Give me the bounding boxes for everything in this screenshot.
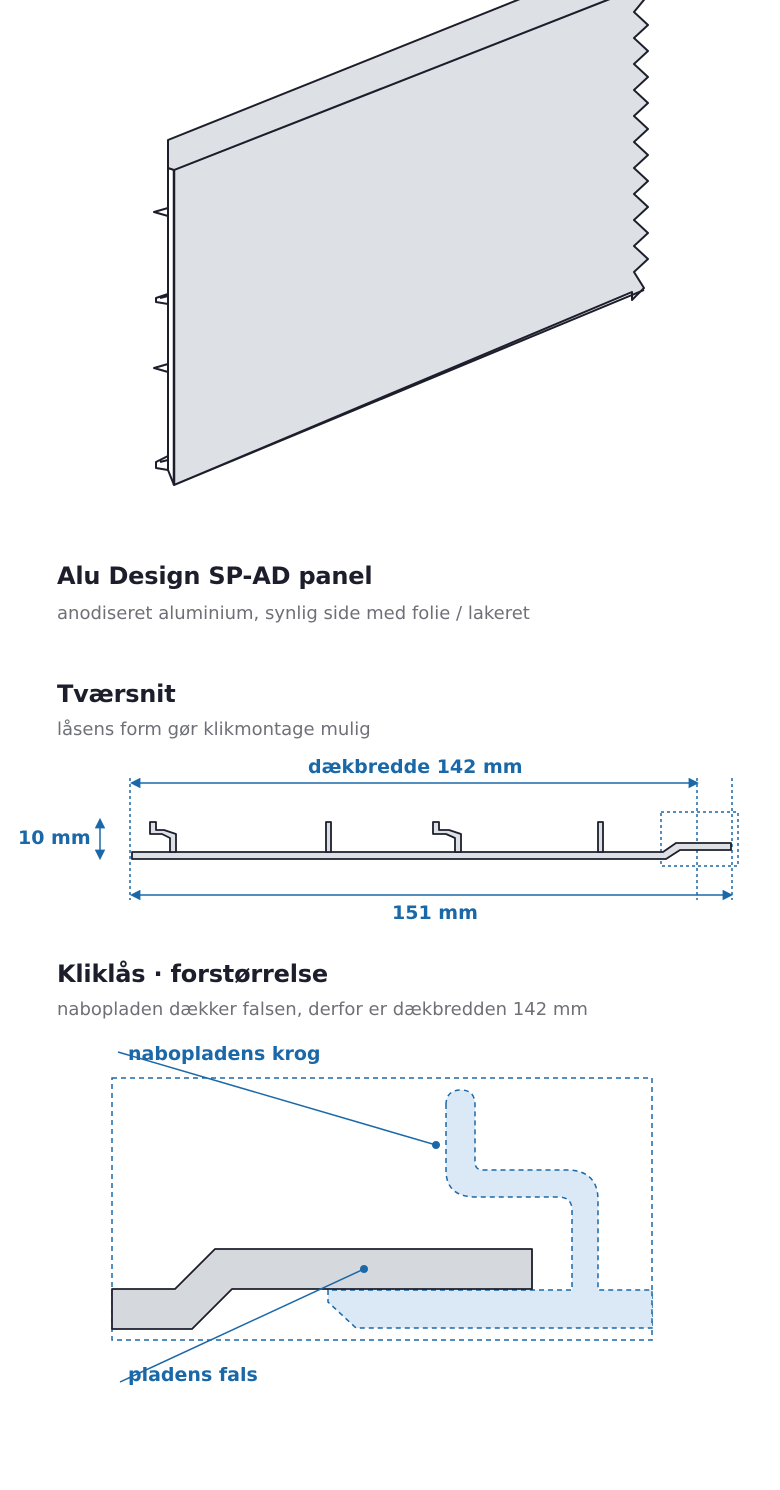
lock-detail-title: Kliklås · forstørrelse [57, 960, 328, 988]
cover-width-label: dækbredde 142 mm [308, 756, 523, 778]
hook-leader-line [118, 1052, 436, 1145]
total-width-label: 151 mm [392, 902, 478, 924]
lock-detail-subtitle: nabopladen dækker falsen, derfor er dækbredden 142 mm [57, 999, 588, 1020]
fold-leader-dot [360, 1265, 368, 1273]
hook-label: nabopladens krog [128, 1043, 321, 1065]
cross-section-subtitle: låsens form gør klikmontage mulig [57, 719, 371, 740]
product-title: Alu Design SP-AD panel [57, 562, 373, 590]
fold-label: pladens fals [128, 1364, 258, 1386]
cross-section-title: Tværsnit [57, 680, 176, 708]
neighbor-hook-shape [328, 1090, 652, 1328]
height-label: 10 mm [18, 827, 91, 849]
hook-leader-dot [432, 1141, 440, 1149]
product-subtitle: anodiseret aluminium, synlig side med folie / lakeret [57, 603, 530, 624]
